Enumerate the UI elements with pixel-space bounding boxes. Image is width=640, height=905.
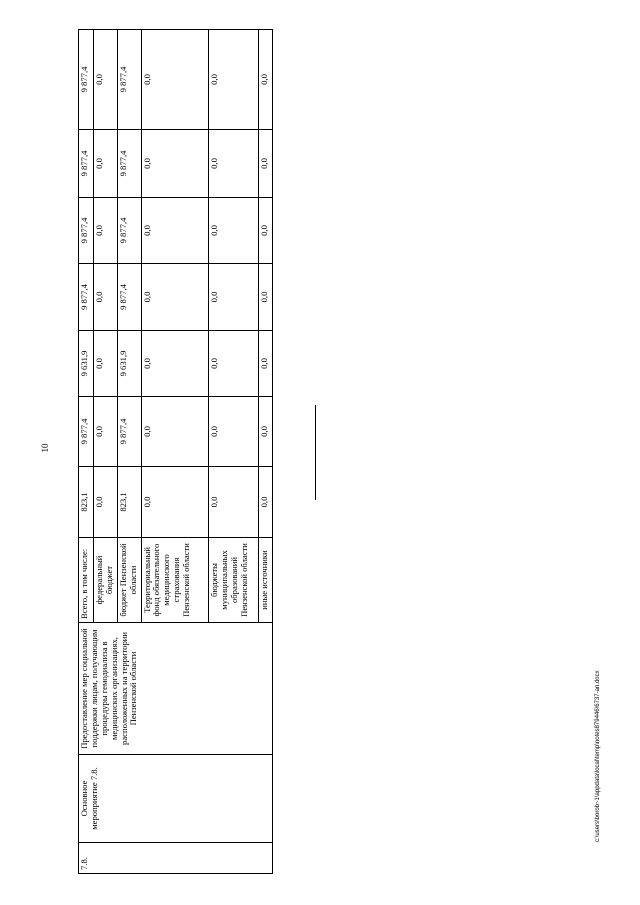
value-cell: 0,0 xyxy=(208,331,259,397)
value-cell: 0,0 xyxy=(141,198,208,264)
source-label: Территориальный фонд обязательного медицинского страхования Пензенской области xyxy=(141,538,208,623)
value-cell: 9 877,4 xyxy=(117,264,141,331)
value-cell: 0,0 xyxy=(141,30,208,130)
value-cell: 9 877,4 xyxy=(79,397,94,467)
value-cell: 9 877,4 xyxy=(79,198,94,264)
source-label: Всего, в том числе: xyxy=(79,538,94,623)
value-cell: 0,0 xyxy=(141,331,208,397)
separator-line xyxy=(315,405,316,500)
value-cell: 0,0 xyxy=(93,331,117,397)
event-description: Предоставление мер социальной поддержки лицам, получающим процедуры гемодиализа в медицинских организациях, расположенных на территории Пензенской области xyxy=(79,623,273,755)
value-cell: 9 877,4 xyxy=(117,130,141,198)
value-cell: 0,0 xyxy=(259,30,273,130)
value-cell: 0,0 xyxy=(259,130,273,198)
value-cell: 0,0 xyxy=(93,30,117,130)
value-cell: 9 877,4 xyxy=(79,264,94,331)
value-cell: 0,0 xyxy=(141,130,208,198)
value-cell: 823,1 xyxy=(117,467,141,538)
footer-file-path: c:\users\borob~1\appdata\local\temp\notes879446\6737-an.docx xyxy=(595,670,601,842)
value-cell: 0,0 xyxy=(208,467,259,538)
value-cell: 0,0 xyxy=(259,264,273,331)
value-cell: 0,0 xyxy=(259,198,273,264)
source-label: бюджет Пензенской области xyxy=(117,538,141,623)
page-number: 10 xyxy=(40,443,50,453)
source-label: бюджеты муниципальных образований Пензенской области xyxy=(208,538,259,623)
finance-table-container xyxy=(78,30,273,874)
value-cell: 9 877,4 xyxy=(79,130,94,198)
value-cell: 0,0 xyxy=(93,198,117,264)
source-label: федеральный бюджет xyxy=(93,538,117,623)
value-cell: 0,0 xyxy=(259,467,273,538)
value-cell: 0,0 xyxy=(93,467,117,538)
value-cell: 9 631,9 xyxy=(117,331,141,397)
value-cell: 0,0 xyxy=(141,467,208,538)
value-cell: 0,0 xyxy=(208,264,259,331)
value-cell: 9 877,4 xyxy=(117,397,141,467)
value-cell: 0,0 xyxy=(93,397,117,467)
value-cell: 0,0 xyxy=(141,397,208,467)
finance-table xyxy=(78,29,273,874)
value-cell: 0,0 xyxy=(208,130,259,198)
value-cell: 0,0 xyxy=(141,264,208,331)
value-cell: 9 877,4 xyxy=(79,30,94,130)
event-name: Основное мероприятие 7.8. xyxy=(79,755,273,843)
value-cell: 823,1 xyxy=(79,467,94,538)
source-label: иные источники xyxy=(259,538,273,623)
value-cell: 0,0 xyxy=(208,397,259,467)
value-cell: 0,0 xyxy=(93,264,117,331)
value-cell: 0,0 xyxy=(93,130,117,198)
value-cell: 0,0 xyxy=(259,331,273,397)
value-cell: 9 877,4 xyxy=(117,30,141,130)
row-number: 7.8. xyxy=(79,843,273,874)
value-cell: 0,0 xyxy=(208,30,259,130)
table-row xyxy=(79,30,94,874)
value-cell: 0,0 xyxy=(208,198,259,264)
value-cell: 9 631,9 xyxy=(79,331,94,397)
value-cell: 0,0 xyxy=(259,397,273,467)
value-cell: 9 877,4 xyxy=(117,198,141,264)
